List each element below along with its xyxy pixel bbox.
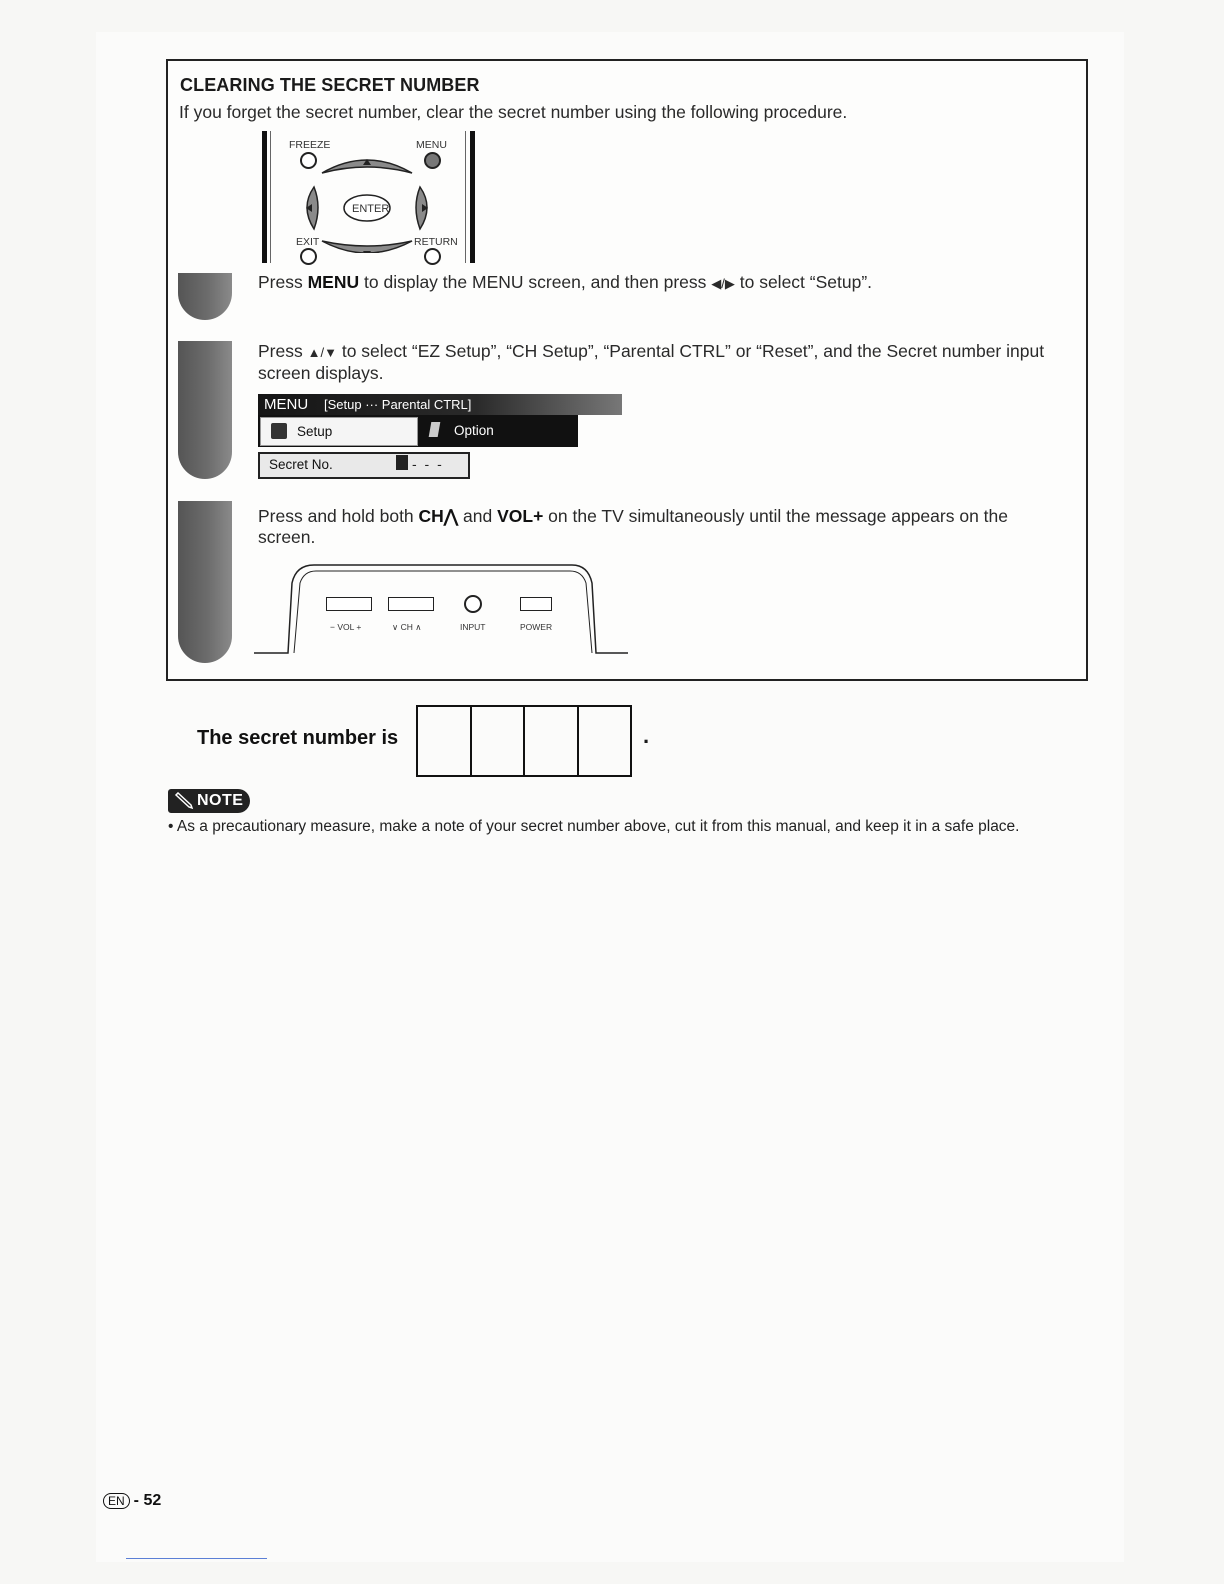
secret-no-value: - - - [396, 455, 444, 472]
input-button [464, 595, 482, 613]
power-label: POWER [520, 622, 553, 632]
remote-diagram [262, 131, 480, 267]
menu-title: MENU [264, 396, 309, 413]
tab-option-label: Option [454, 423, 494, 438]
return-label: RETURN [414, 236, 458, 248]
enter-label: ENTER [352, 203, 390, 215]
remote-right-edge-thin [465, 131, 466, 263]
ch-button [388, 597, 434, 611]
remote-right-edge [470, 131, 475, 263]
section-title: CLEARING THE SECRET NUMBER [180, 75, 480, 95]
section-intro: If you forget the secret number, clear the secret number using the following procedure. [179, 102, 848, 122]
tab-setup [260, 417, 418, 446]
step-2-text: Press ▲/▼ to select “EZ Setup”, “CH Setup”, “Parental CTRL” or “Reset”, and the Secret number input screen displays. [258, 341, 1045, 383]
ch-label: ∨ CH ∧ [392, 622, 422, 632]
step-1-tab [178, 273, 232, 320]
step-1-text: Press MENU to display the MENU screen, and then press ◀/▶ to select “Setup”. [258, 272, 873, 292]
note-badge [168, 789, 250, 813]
power-button [520, 597, 552, 611]
setup-icon [271, 423, 287, 439]
procedure-box [166, 59, 1088, 681]
menu-path: [Setup ··· Parental CTRL] [324, 397, 472, 412]
menu-title-bar [258, 394, 622, 415]
vol-label: − VOL + [330, 622, 362, 632]
pencil-icon [174, 792, 194, 810]
digit-box [525, 707, 579, 775]
secret-number-field [258, 452, 470, 479]
exit-button [300, 248, 317, 265]
tab-setup-label: Setup [297, 424, 333, 439]
option-icon [429, 422, 441, 437]
return-button [424, 248, 441, 265]
step-3-text: Press and hold both CH⋀ and VOL+ on the TV simultaneously until the message appears on the screen. [258, 506, 1008, 547]
menu-screen [258, 394, 624, 480]
menu-tabs [258, 415, 578, 447]
secret-number-boxes [416, 705, 632, 777]
secret-number-label: The secret number is [197, 727, 399, 749]
remote-left-edge-thin [270, 131, 271, 263]
input-label: INPUT [460, 622, 486, 632]
tv-outline-icon [254, 561, 630, 661]
digit-box [418, 707, 472, 775]
language-badge: EN [103, 1493, 130, 1509]
secret-line-period: . [643, 723, 650, 748]
bottom-rule [126, 1558, 267, 1559]
digit-box [579, 707, 631, 775]
tv-panel-diagram [254, 561, 630, 661]
exit-label: EXIT [296, 236, 320, 248]
note-text: • As a precautionary measure, make a note of your secret number above, cut it from this manual, and keep it in a safe place. [168, 818, 1020, 835]
cursor-icon [396, 455, 408, 470]
page-number: - 52 [133, 1492, 162, 1509]
freeze-label: FREEZE [289, 139, 331, 151]
secret-no-label: Secret No. [269, 457, 333, 472]
remote-left-edge [262, 131, 267, 263]
step-3-tab [178, 501, 232, 663]
step-2-tab [178, 341, 232, 479]
note-label: NOTE [197, 792, 244, 809]
digit-box [472, 707, 526, 775]
page-footer [103, 1492, 161, 1510]
menu-label: MENU [416, 139, 447, 151]
vol-button [326, 597, 372, 611]
